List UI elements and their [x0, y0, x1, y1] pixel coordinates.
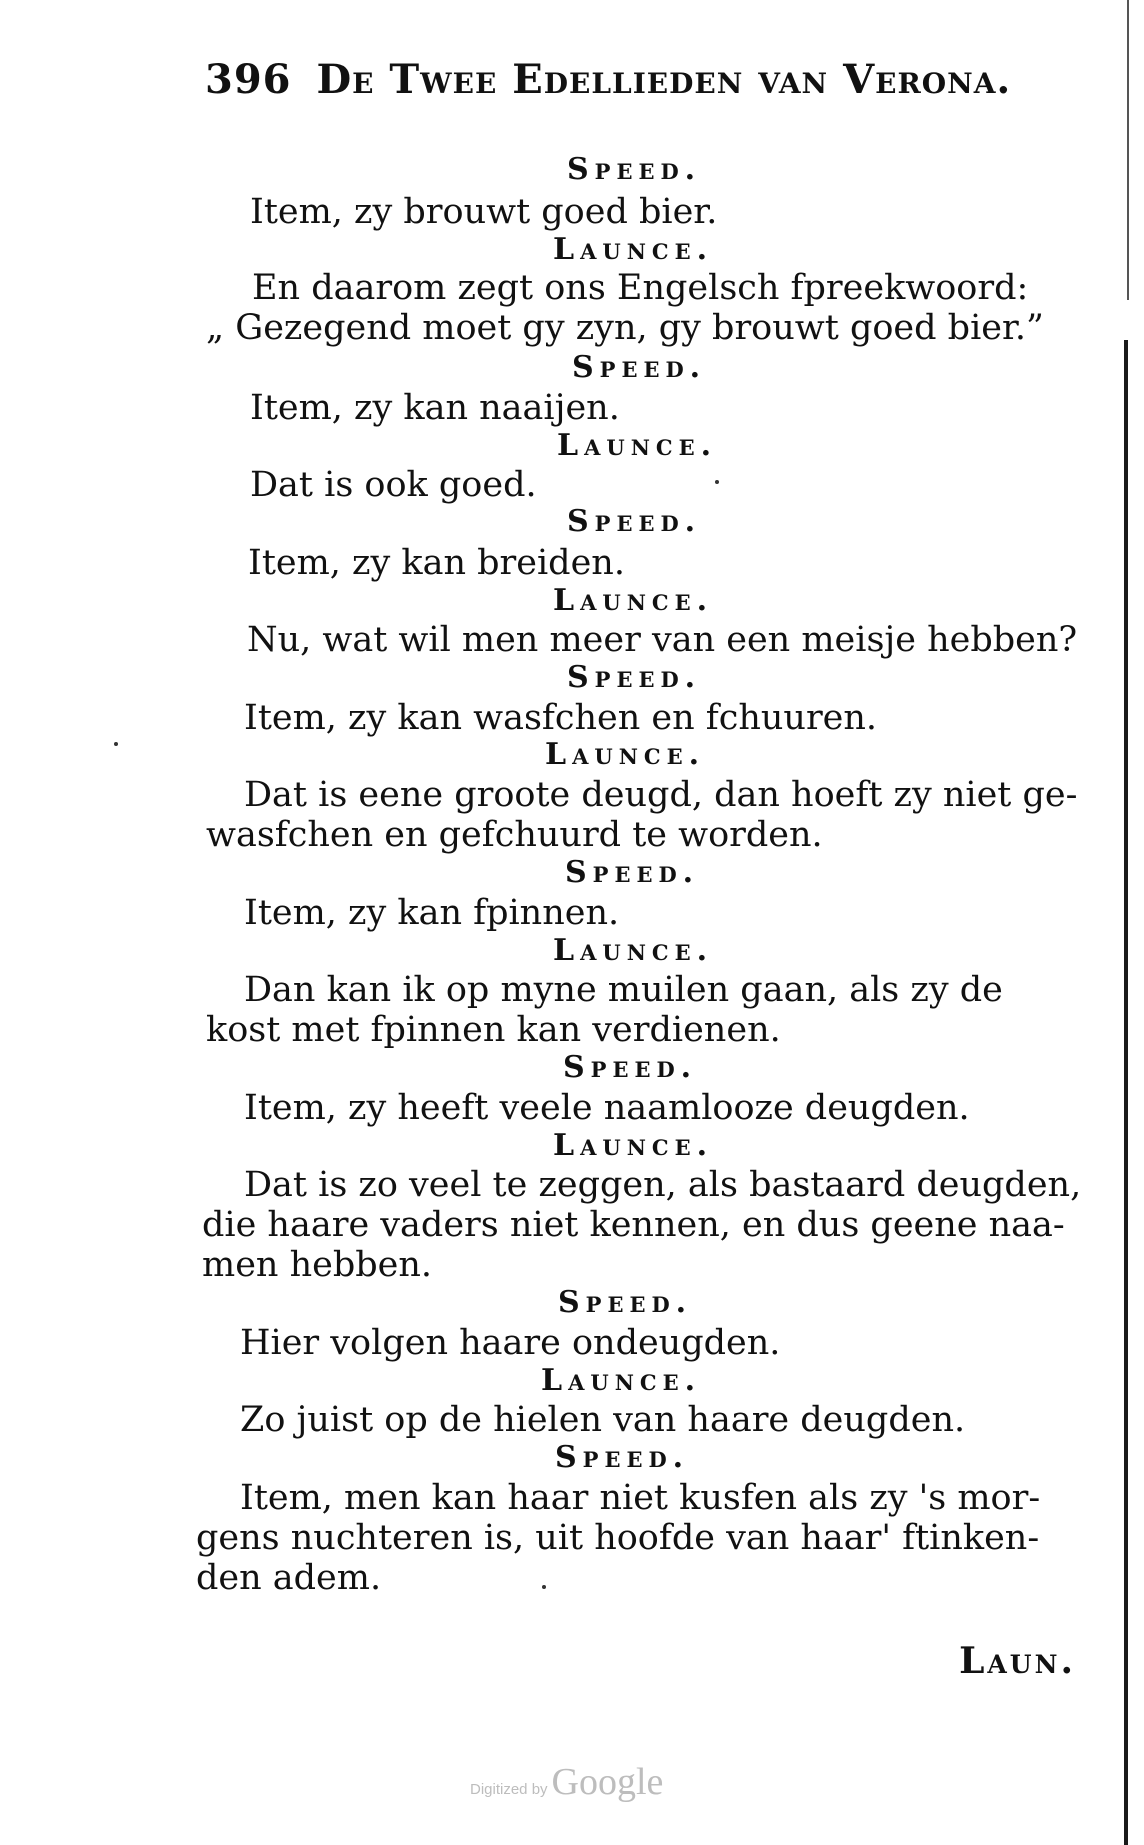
dialogue-line: Item, zy kan wasfchen en fchuuren.	[244, 698, 878, 738]
dialogue-line: Dan kan ik op myne muilen gaan, als zy de	[244, 970, 1003, 1010]
page-edge-shadow-top	[1127, 0, 1129, 300]
ink-speck	[542, 1585, 546, 1589]
speaker-label: Launce.	[557, 428, 718, 463]
speaker-label: Launce.	[541, 1363, 702, 1398]
watermark-prefix: Digitized by	[470, 1781, 548, 1798]
dialogue-line: den adem.	[196, 1558, 382, 1598]
dialogue-line: kost met fpinnen kan verdienen.	[206, 1010, 781, 1050]
ink-speck	[715, 480, 719, 484]
watermark-brand: Google	[551, 1761, 664, 1803]
speaker-label: Speed.	[558, 1285, 693, 1320]
dialogue-line: Dat is zo veel te zeggen, als bastaard deugden,	[244, 1165, 1082, 1205]
speaker-label: Speed.	[567, 152, 702, 187]
dialogue-line: men hebben.	[202, 1245, 433, 1285]
speaker-label: Speed.	[572, 350, 707, 385]
running-head	[205, 56, 1085, 103]
dialogue-line: Nu, wat wil men meer van een meisje hebben?	[247, 620, 1078, 660]
speaker-label: Launce.	[545, 737, 706, 772]
dialogue-line: Dat is ook goed.	[250, 465, 537, 505]
speaker-label: Speed.	[567, 660, 702, 695]
speaker-label: Launce.	[553, 1128, 714, 1163]
dialogue-line: die haare vaders niet kennen, en dus geene naa-	[202, 1205, 1065, 1245]
running-title: De Twee Edellieden van Verona.	[316, 56, 1012, 103]
speaker-label: Launce.	[553, 583, 714, 618]
page-number: 396	[205, 56, 292, 103]
dialogue-line: Item, men kan haar niet kusfen als zy 's mor-	[240, 1478, 1041, 1518]
speaker-label: Launce.	[553, 933, 714, 968]
speaker-label: Speed.	[563, 1050, 698, 1085]
dialogue-line: gens nuchteren is, uit hoofde van haar' ftinken-	[196, 1518, 1040, 1558]
dialogue-line: wasfchen en gefchuurd te worden.	[206, 815, 823, 855]
dialogue-line: Item, zy kan breiden.	[248, 543, 625, 583]
digitized-watermark	[470, 1760, 663, 1804]
dialogue-line: Item, zy heeft veele naamlooze deugden.	[244, 1088, 970, 1128]
speaker-label: Speed.	[567, 504, 702, 539]
dialogue-line: En daarom zegt ons Engelsch fpreekwoord:	[252, 268, 1029, 308]
speaker-label: Speed.	[565, 855, 700, 890]
dialogue-line: Zo juist op de hielen van haare deugden.	[240, 1400, 966, 1440]
page-edge-shadow	[1124, 340, 1128, 1845]
dialogue-line: Item, zy kan fpinnen.	[244, 893, 620, 933]
ink-speck	[114, 742, 118, 746]
dialogue-line: Item, zy kan naaijen.	[250, 388, 620, 428]
speaker-label: Launce.	[553, 232, 714, 267]
dialogue-line: Item, zy brouwt goed bier.	[250, 192, 718, 232]
dialogue-line: Dat is eene groote deugd, dan hoeft zy niet ge-	[244, 775, 1078, 815]
speaker-label: Speed.	[555, 1440, 690, 1475]
dialogue-line: „ Gezegend moet gy zyn, gy brouwt goed bier.”	[206, 308, 1044, 348]
dialogue-line: Hier volgen haare ondeugden.	[240, 1323, 781, 1363]
catchword: Laun.	[959, 1640, 1076, 1682]
